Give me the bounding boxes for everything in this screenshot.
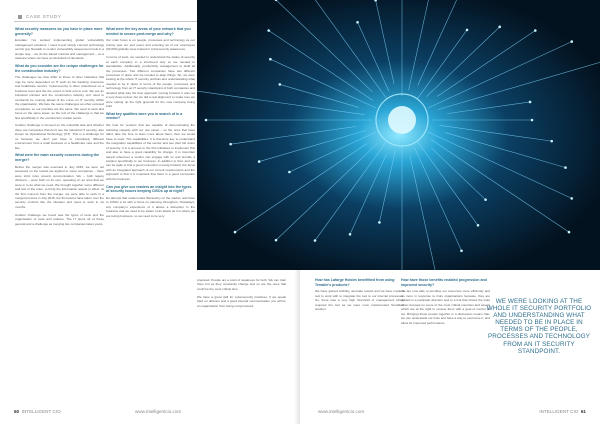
network-node [279, 83, 282, 86]
square-icon [18, 15, 22, 19]
article-column-2 [106, 27, 195, 222]
body-paragraph: We are now able to prioritise our resources more efficiently and do more in response to risks organisations because, they are guided in a particular direction and to a risk that shows the risks when focused on some of the most critical countries and assets which are at the right to receive them with a goal of control all set. Bringing those people together in a discussion means that, we can understand our risks and have a way to overcome it, and allow for improved performance. [401, 289, 490, 325]
body-paragraph: Another challenge we found was the types of tools and the organisation of tools and policies. The IT spent all of these general and a challenge as merging two companies takes years. [15, 212, 104, 226]
body-paragraph: We look for vendors that are capable of demonstrating the following capacity with our use cases – so the ones that have didn't take the time to learn more about them, then we would have to work. The capabilities. It is therefore key to understand the integration capabilities of the vendor and see their full vision of security. It is a process in the first initiatives to implement this and also to have a good capability for change. It is important aspect whenever a vendor can engage with us and provide a solution specifically to our business. In addition to that, and we can be agile to find a good connection moving forward, the focus with an integrated approach of our current requirements and the approach is that it is important that there is a good connection with the business. [106, 123, 195, 181]
footer-url-right: www.intelligentcio.com [318, 409, 365, 414]
network-node [466, 29, 469, 32]
body-paragraph: Another challenge is focused on the industrial side and whether there are companies that don't see the industrial IT security, also known as Operational Technology (OT). This is a challenge for us because we don't just have to completely different environment from a retail business or a healthcare care and the like. [15, 123, 104, 150]
page-footer-right [539, 409, 586, 414]
body-paragraph: The challenges we face differ to those of other industries that may be more dependent on IT such as the banking, insurance and healthcare sectors. Cybersecurity is often understood on a business level and the the extent is built end to end. We are an industrial mindset and the construction industry isn't used to constantly be running ahead of the curve on IT security within the organisation. We face the same challenges as other exposed companies, so our priorities are the same. We need to work and focus on the same areas, as the rest of the challenge is that we find specifically in the construction market sector. [15, 75, 104, 120]
page-number: 60 [14, 409, 20, 414]
body-paragraph: We have gained visibility, accurate results and we have made a tool to work with to integrate the tool to our internal processes. So, there was a very high threshold of management which required the tool as we were once implemented Tenable's solution. [315, 289, 404, 312]
network-node [258, 160, 261, 163]
network-node [349, 233, 352, 236]
body-paragraph: We have a great skill for cybersecurity practices, if we speak hard on defence and a good internal communication you will be an organisation from being compromised. [197, 294, 286, 308]
question-heading: How have those benefits enabled progression and improved security? [401, 278, 487, 287]
network-node [531, 119, 534, 122]
question-heading: Can you give our readers an insight into the types of security issues keeping CISOs up at night? [106, 184, 192, 194]
network-node [314, 239, 317, 242]
article-column-3 [315, 278, 404, 315]
pull-quote: WE WERE LOOKING AT THE WHOLE IT SECURITY PORTFOLIO AND UNDERSTANDING WHAT NEEDED TO BE IN PLACE IN TERMS OF THE PEOPLE, PROCESSES AND TECHNOLOGY FROM AN IT SECURITY STANDPOINT. [486, 298, 592, 355]
body-paragraph: Before the merger was executed in July 2015, we were not assessed on the results we applied to some companies – there were strict rules around communication. We – both legacy divisions – were both on its own, operating on an area that we were in to do what we need. We brought together some different and lots of the rules, to bring the information assets in effect. At the first moment from the merger, we were able to work in a merged process in July 2015, the first teams have taken over the security controls like the situation and need to work in six months. [15, 164, 104, 209]
network-node [275, 239, 278, 242]
network-node [498, 26, 501, 29]
network-node [229, 143, 232, 146]
network-node [356, 21, 359, 24]
page-footer-left [14, 409, 61, 414]
article-column-below-photo [197, 278, 286, 312]
question-heading: What do you consider are the unique challenges for the construction industry? [15, 64, 104, 73]
network-node [269, 58, 272, 61]
network-node [234, 231, 237, 234]
body-paragraph: Ecoslate: I've worked implementing global vulnerability management solutions. I used to just simply connect technology centric guy firewalls to vendor vulnerability assessment tools in a simple way – we do the based controls and management – on a cadence where we have an abundant of demands. [15, 38, 104, 61]
section-label: CASE STUDY [14, 14, 61, 19]
network-node [570, 197, 573, 200]
question-heading: What were the key areas of your network that you needed to secure post-merge and why? [106, 27, 191, 36]
article-column-4 [401, 278, 490, 328]
question-heading: What key qualities were you in search of in a vendor? [106, 111, 183, 121]
network-node [570, 40, 573, 43]
network-node [568, 231, 571, 234]
network-node [534, 29, 537, 32]
network-node [564, 166, 567, 169]
network-node [267, 29, 270, 32]
question-heading: What security measures do you have in place more generally? [15, 27, 103, 36]
body-paragraph: prepared. People are a point of weakness for both. We can train them but as they constantly change and so are the ones that could be the most critical time. [197, 278, 286, 291]
network-node [529, 101, 532, 104]
body-paragraph: In terms of tools, we needed to understand the status of security at each company in a structured way so we needed to standardise. Additionally, productivity management to build all the processes. Two different companies have two different processes in place and we needed to align things. So, we were looking at the whole IT security portfolio and understanding what needed to be in place in terms of the people, processes and technology from an IT security standpoint of both companies and decided what was the best approach moving forward. It was not a very deep review, but we did a real alignment to make sure we were setting up the right grounds for the new company being built. [106, 55, 195, 109]
cyber-network-photo [197, 0, 600, 270]
page-number-right: 61 [580, 409, 586, 414]
network-node [205, 119, 208, 122]
magazine-brand-right: INTELLIGENT CIO [539, 409, 579, 414]
body-paragraph: Our main focus is on people, processes and technology as our priority was our end users and ensuring all of our employees (90,000) globally were trained in cybersecurity awareness. [106, 38, 195, 52]
question-heading: What were the main security concerns during the merger? [15, 153, 100, 162]
body-paragraph: Do attempt that modern take WannaCry on the market, and have to CISOs a lot with a focus on planning throughout. Nowadays, any company's experience of it allows a disruption in the business and we need to be aware of an attack as it is where we are losing business, so we need to be very [106, 196, 195, 218]
network-node [477, 224, 480, 227]
network-node [288, 171, 291, 174]
magazine-brand: INTELLIGENT CIO [21, 409, 61, 414]
question-heading: How has Lafarge Holcim benefitted from using Tenable's products? [315, 278, 395, 287]
network-node [550, 140, 553, 143]
network-node [378, 221, 381, 224]
network-node [460, 250, 463, 253]
footer-url: www.intelligentcio.com [135, 409, 182, 414]
article-column-1 [15, 27, 104, 230]
network-node [484, 198, 487, 201]
network-graphic [197, 0, 600, 270]
